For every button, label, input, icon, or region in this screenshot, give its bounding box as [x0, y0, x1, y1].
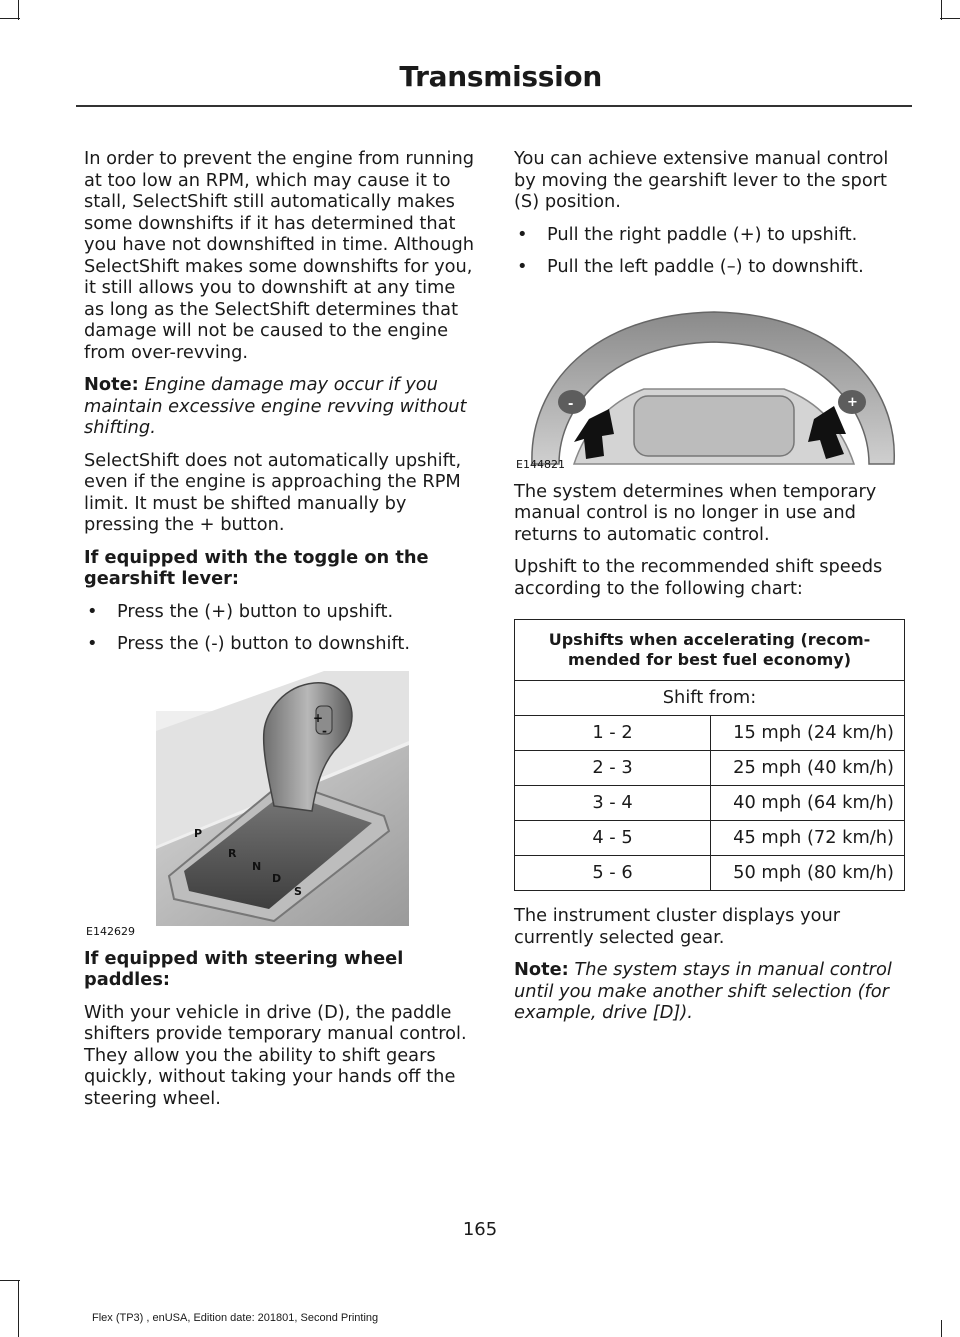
shift-cell: 4 - 5 — [515, 821, 711, 856]
figure-code: E144821 — [516, 457, 565, 471]
gate-label: N — [252, 859, 262, 873]
shift-cell: 2 - 3 — [515, 751, 711, 786]
crop-mark — [0, 1280, 20, 1281]
figure-code: E142629 — [86, 924, 135, 938]
footer-edition: Flex (TP3) , enUSA, Edition date: 201801, Second Printing — [92, 1312, 379, 1324]
left-paddle-label: - — [568, 396, 574, 412]
gearshift-figure — [84, 671, 479, 936]
list-item — [514, 256, 909, 278]
gate-label: D — [272, 871, 282, 885]
shift-cell: 1 - 2 — [515, 716, 711, 751]
note-text: The system stays in manual control until you make another shift selection (for example, drive [D]). — [514, 959, 892, 1023]
crop-mark — [941, 1320, 942, 1337]
list-item-text: Pull the right paddle (+) to upshift. — [547, 223, 858, 245]
table-row — [515, 856, 905, 891]
crop-mark — [18, 0, 19, 20]
speed-cell: 45 mph (72 km/h) — [711, 821, 905, 856]
steering-wheel-figure — [514, 294, 909, 469]
shift-cell: 5 - 6 — [515, 856, 711, 891]
section-heading: If equipped with the toggle on the gearshift lever: — [84, 546, 429, 589]
table-row — [515, 716, 905, 751]
note-label: Note: — [84, 374, 139, 395]
page-number: 165 — [462, 1219, 498, 1240]
speed-cell: 50 mph (80 km/h) — [711, 856, 905, 891]
knob-minus-label: - — [322, 723, 327, 738]
speed-cell: 15 mph (24 km/h) — [711, 716, 905, 751]
bullet-list — [84, 601, 479, 655]
table-subheader-row — [515, 681, 905, 716]
list-item — [84, 633, 479, 655]
list-item — [514, 224, 909, 246]
gearshift-illustration — [84, 671, 479, 936]
bullet-icon: • — [87, 600, 98, 622]
note — [84, 374, 479, 439]
crop-mark — [18, 1280, 19, 1337]
paragraph: The system determines when temporary manual control is no longer in use and returns to automatic control. — [514, 480, 877, 545]
list-item-text: Press the (-) button to downshift. — [117, 633, 411, 654]
paragraph: With your vehicle in drive (D), the paddle shifters provide temporary manual control. They allow you the ability to shift gears quickly, without taking your hands off the steering wheel. — [84, 1001, 467, 1109]
table-row — [515, 751, 905, 786]
table-subheader: Shift from: — [515, 681, 905, 716]
table-title: Upshifts when accelerating (recom-mended for best fuel economy) — [515, 620, 905, 681]
right-column — [514, 148, 909, 1035]
bullet-icon: • — [517, 256, 528, 277]
paragraph: Upshift to the recommended shift speeds according to the following chart: — [514, 556, 883, 599]
page-title: Transmission — [399, 60, 602, 93]
shift-speed-table — [514, 619, 905, 891]
left-column — [84, 148, 479, 1120]
crop-mark — [0, 18, 20, 19]
list-item-text: Pull the left paddle (–) to downshift. — [547, 256, 864, 277]
speed-cell: 25 mph (40 km/h) — [711, 751, 905, 786]
table-header-row — [515, 620, 905, 681]
paragraph: SelectShift does not automatically upshift, even if the engine is approaching the RPM limit. It must be shifted manually by pressing the + button. — [84, 449, 462, 535]
table-row — [515, 786, 905, 821]
note — [514, 959, 909, 1024]
table-row — [515, 821, 905, 856]
note-label: Note: — [514, 959, 569, 980]
right-paddle-label: + — [847, 394, 858, 410]
bullet-icon: • — [87, 633, 98, 654]
gate-label: S — [294, 884, 302, 898]
bullet-icon: • — [517, 223, 528, 245]
bullet-list — [514, 224, 909, 278]
paragraph: You can achieve extensive manual control by moving the gearshift lever to the sport (S) position. — [514, 148, 889, 212]
note-text: Engine damage may occur if you maintain excessive engine revving without shifting. — [84, 374, 467, 438]
gate-label: R — [228, 846, 237, 860]
paragraph: In order to prevent the engine from running at too low an RPM, which may cause it to stall, SelectShift still automatically makes some downshifts if it has determined that you have not downshifted in time. Although SelectShift makes some downshifts for you, it still allows you to downshift at any time as long as the SelectShift determines that damage will not be caused to the engine from over-revving. — [84, 148, 475, 363]
speed-cell: 40 mph (64 km/h) — [711, 786, 905, 821]
section-heading: If equipped with steering wheel paddles: — [84, 947, 404, 990]
crop-mark — [941, 0, 942, 20]
crop-mark — [940, 18, 960, 19]
list-item — [84, 601, 479, 623]
knob-plus-label: + — [313, 710, 324, 725]
header-rule — [76, 105, 912, 107]
paragraph: The instrument cluster displays your currently selected gear. — [514, 905, 841, 948]
list-item-text: Press the (+) button to upshift. — [117, 600, 394, 622]
shift-cell: 3 - 4 — [515, 786, 711, 821]
gate-label: P — [194, 826, 203, 840]
steering-wheel-illustration — [514, 294, 909, 469]
